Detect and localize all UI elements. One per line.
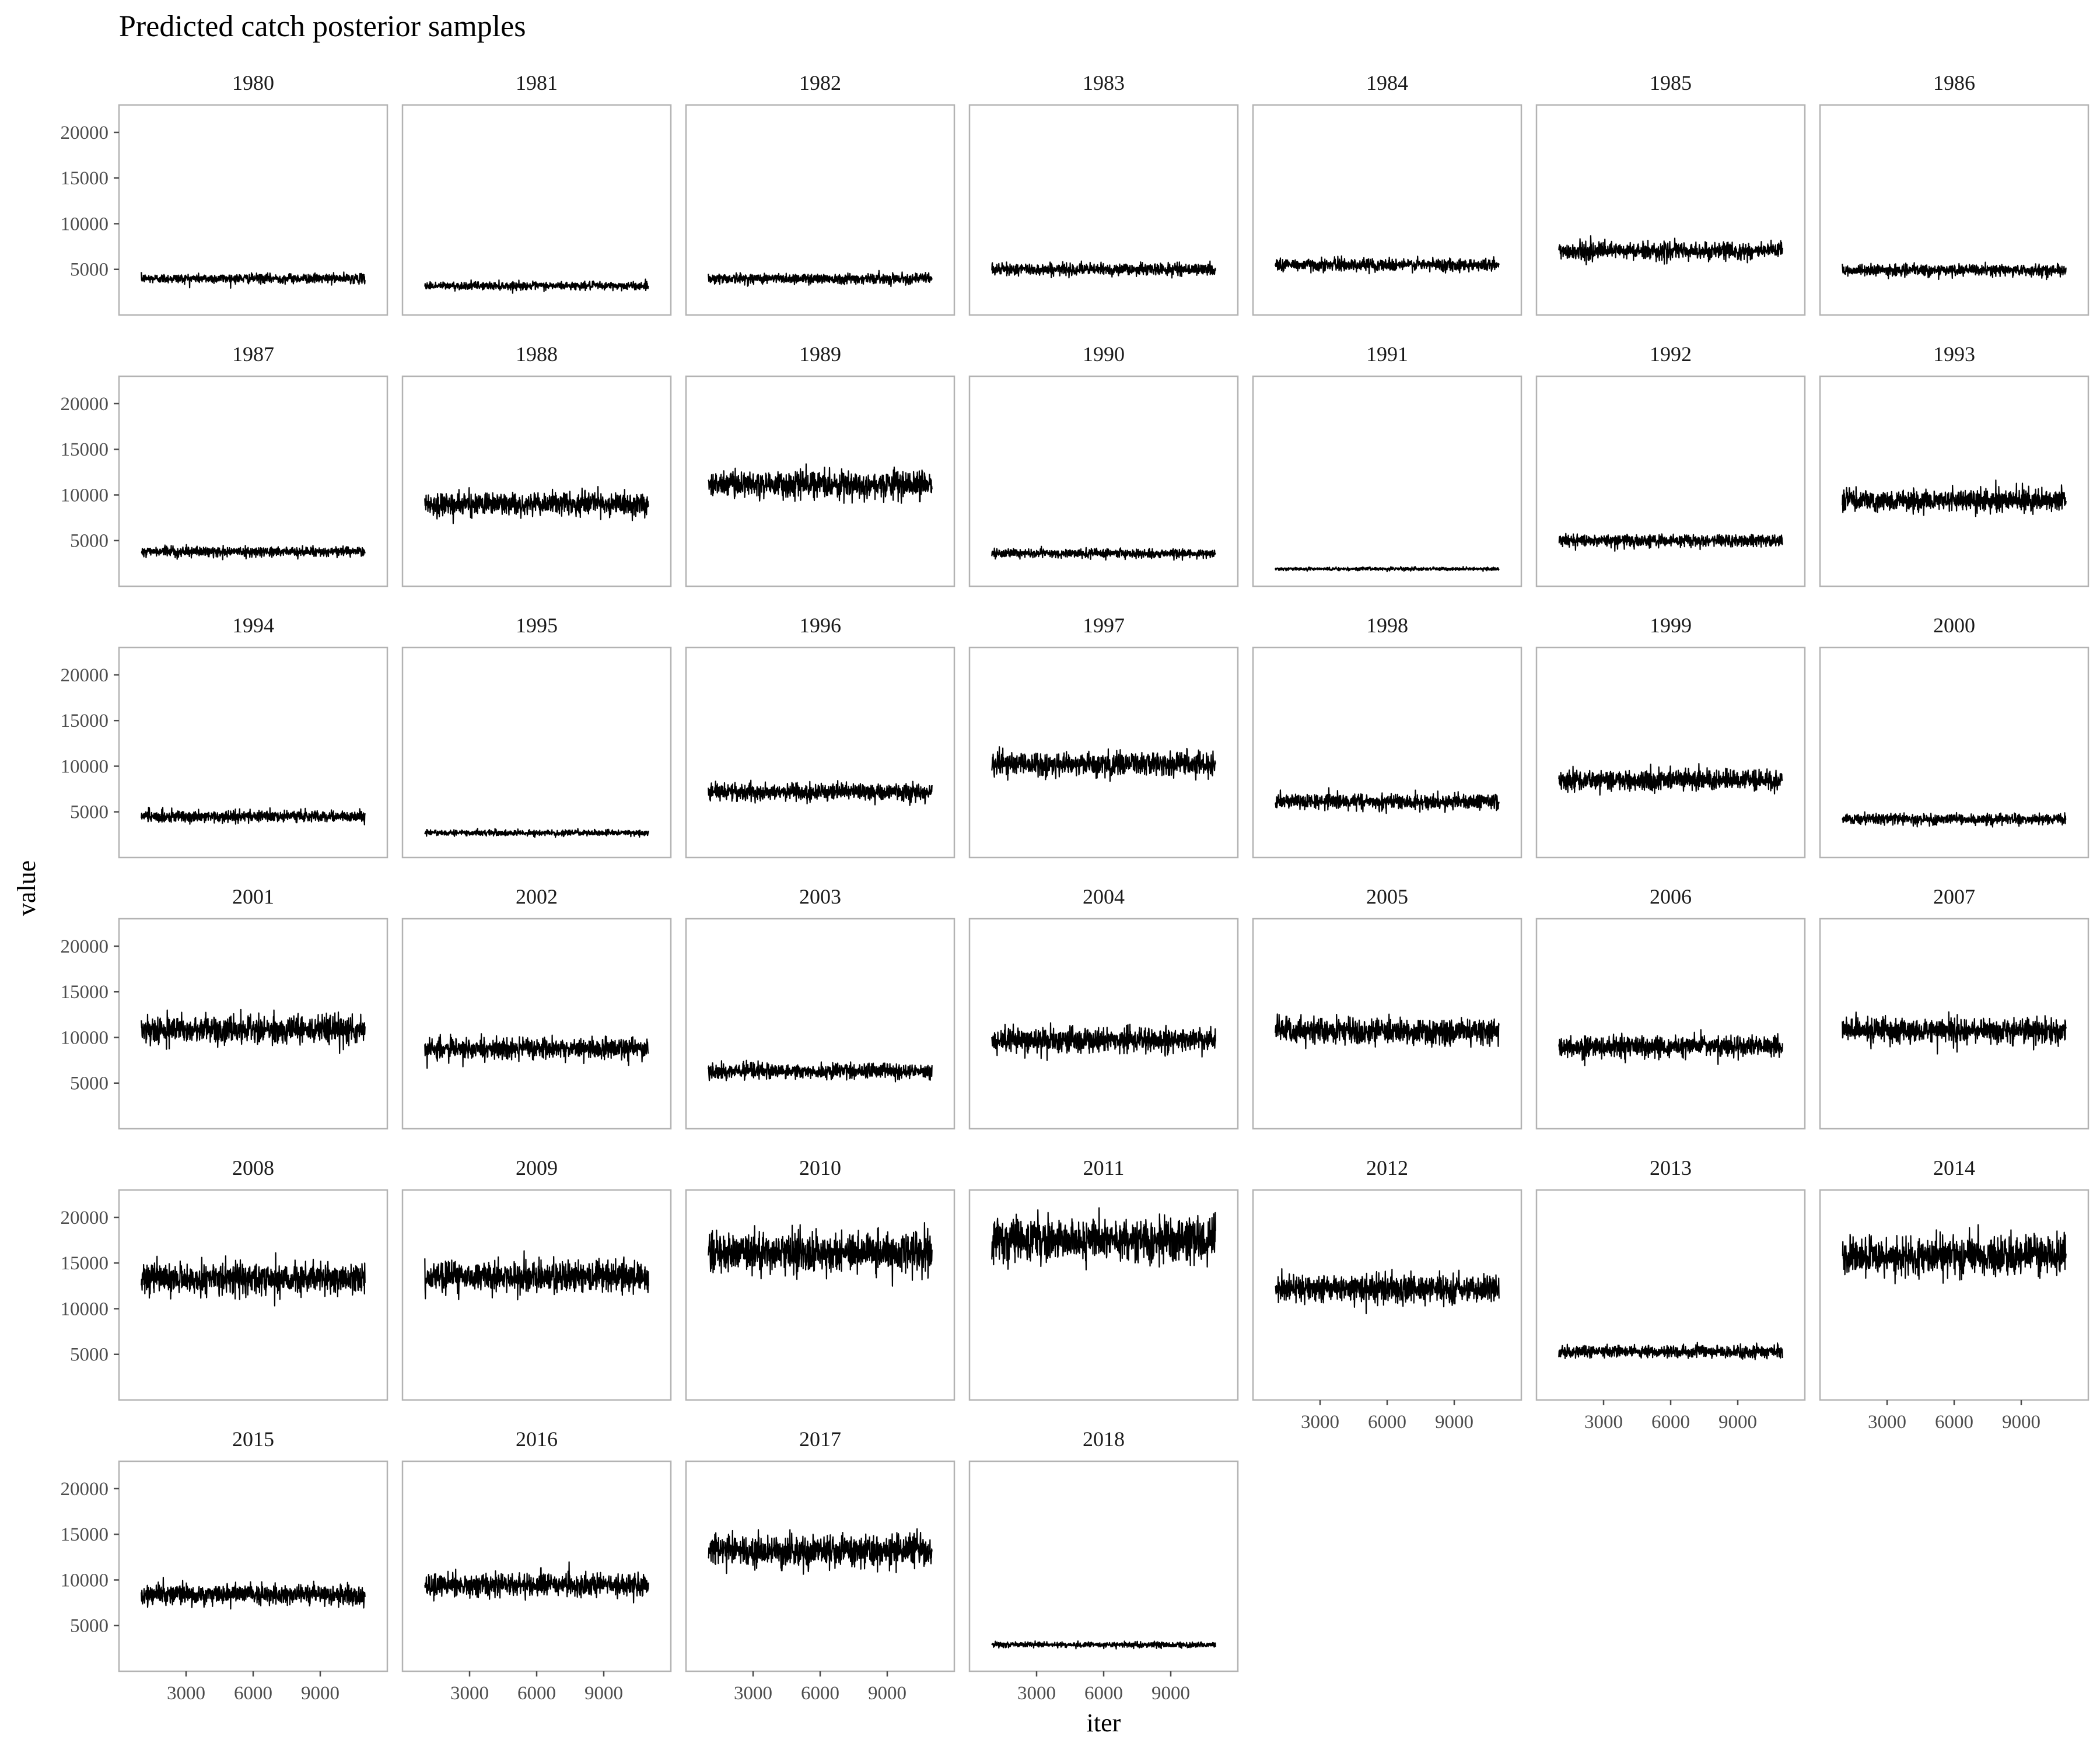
panel-frame	[1536, 105, 1805, 315]
y-tick-label: 5000	[70, 1344, 108, 1366]
panel-label: 1985	[1650, 71, 1692, 94]
trace-line-1990	[992, 547, 1215, 561]
panel-1994	[61, 614, 388, 858]
panel-2013	[1536, 1156, 1805, 1433]
panel-label: 2006	[1650, 885, 1692, 908]
panel-label: 1992	[1650, 342, 1692, 366]
panel-1985	[1536, 71, 1805, 315]
trace-line-1991	[1275, 566, 1499, 572]
x-tick-label: 6000	[1084, 1683, 1123, 1704]
panel-1999	[1536, 614, 1805, 858]
panel-2003	[686, 885, 954, 1129]
y-tick-label: 20000	[60, 936, 108, 957]
panel-2008	[61, 1156, 388, 1400]
panel-label: 1980	[232, 71, 274, 94]
panel-label: 1998	[1366, 614, 1408, 637]
panel-label: 1994	[232, 614, 274, 637]
trace-line-2006	[1559, 1030, 1782, 1065]
panel-label: 1987	[232, 342, 274, 366]
panel-frame	[1253, 376, 1521, 586]
panel-frame	[1536, 648, 1805, 858]
panel-label: 1982	[799, 71, 841, 94]
panel-frame	[119, 1190, 387, 1400]
x-tick-label: 3000	[167, 1683, 205, 1704]
panel-label: 2001	[232, 885, 274, 908]
trace-line-2002	[425, 1034, 648, 1068]
y-axis-title: value	[12, 860, 41, 916]
y-tick-label: 10000	[60, 1298, 108, 1320]
trace-line-1998	[1275, 788, 1499, 814]
trace-line-2014	[1842, 1225, 2066, 1284]
panel-2014	[1820, 1156, 2088, 1433]
x-tick-label: 6000	[1368, 1412, 1406, 1433]
panel-label: 2015	[232, 1427, 274, 1451]
panel-1987	[61, 342, 388, 586]
panel-label: 2007	[1933, 885, 1975, 908]
panel-2010	[686, 1156, 954, 1400]
y-tick-label: 20000	[60, 1478, 108, 1500]
y-tick-label: 15000	[60, 710, 108, 732]
panel-label: 1989	[799, 342, 841, 366]
panel-label: 1993	[1933, 342, 1975, 366]
x-tick-label: 9000	[1152, 1683, 1190, 1704]
y-tick-label: 20000	[60, 393, 108, 415]
y-tick-label: 5000	[70, 530, 108, 552]
panel-label: 1991	[1366, 342, 1408, 366]
panel-frame	[970, 648, 1238, 858]
x-tick-label: 3000	[1868, 1412, 1906, 1433]
y-tick-label: 15000	[60, 982, 108, 1003]
y-tick-label: 15000	[60, 1253, 108, 1275]
x-tick-label: 9000	[2002, 1412, 2041, 1433]
panel-frame	[1253, 648, 1521, 858]
panel-2011	[970, 1156, 1238, 1400]
y-tick-label: 20000	[60, 664, 108, 686]
trace-line-2009	[425, 1251, 648, 1300]
panel-label: 1981	[516, 71, 558, 94]
panel-frame	[970, 1461, 1238, 1671]
trace-line-1997	[992, 747, 1215, 781]
panel-frame	[686, 648, 954, 858]
trace-line-1989	[708, 464, 932, 503]
panel-label: 2003	[799, 885, 841, 908]
panel-2015	[61, 1427, 388, 1704]
trace-line-2000	[1842, 812, 2066, 827]
panel-1998	[1253, 614, 1521, 858]
panel-1991	[1253, 342, 1521, 586]
x-tick-label: 3000	[1584, 1412, 1623, 1433]
panel-frame	[1820, 376, 2088, 586]
y-tick-label: 20000	[60, 122, 108, 144]
x-tick-label: 9000	[1718, 1412, 1757, 1433]
panel-label: 1990	[1083, 342, 1125, 366]
x-tick-label: 3000	[1017, 1683, 1056, 1704]
panel-2016	[402, 1427, 671, 1704]
panel-2009	[402, 1156, 671, 1400]
panel-label: 2018	[1083, 1427, 1125, 1451]
trace-line-1988	[425, 487, 648, 523]
panel-frame	[1820, 648, 2088, 858]
panel-frame	[119, 648, 387, 858]
trace-line-2007	[1842, 1012, 2066, 1054]
panel-1990	[970, 342, 1238, 586]
y-tick-label: 5000	[70, 1615, 108, 1637]
panel-frame	[119, 105, 387, 315]
y-tick-label: 15000	[60, 1524, 108, 1546]
trace-line-2015	[141, 1577, 365, 1609]
panel-frame	[402, 1461, 671, 1671]
trace-line-2017	[708, 1529, 932, 1574]
panel-label: 1988	[516, 342, 558, 366]
trace-line-2004	[992, 1023, 1215, 1060]
y-tick-label: 10000	[60, 214, 108, 235]
panel-1988	[402, 342, 671, 586]
panel-1984	[1253, 71, 1521, 315]
trace-line-1987	[141, 545, 365, 560]
y-tick-label: 10000	[60, 756, 108, 778]
panel-label: 2009	[516, 1156, 558, 1180]
trace-line-2008	[141, 1253, 365, 1306]
panel-2012	[1253, 1156, 1521, 1433]
x-tick-label: 6000	[1651, 1412, 1690, 1433]
panel-label: 1996	[799, 614, 841, 637]
trace-line-2003	[708, 1060, 932, 1082]
panel-frame	[970, 105, 1238, 315]
panel-label: 2010	[799, 1156, 841, 1180]
panel-2005	[1253, 885, 1521, 1129]
trace-line-2018	[992, 1641, 1215, 1649]
panel-1982	[686, 71, 954, 315]
panel-label: 2000	[1933, 614, 1975, 637]
x-tick-label: 9000	[584, 1683, 623, 1704]
y-tick-label: 20000	[60, 1207, 108, 1228]
panel-frame	[402, 376, 671, 586]
panel-1995	[402, 614, 671, 858]
trace-line-1982	[708, 271, 932, 286]
panel-frame	[1536, 376, 1805, 586]
panel-1981	[402, 71, 671, 315]
panel-1983	[970, 71, 1238, 315]
trace-line-1985	[1559, 236, 1782, 264]
panel-label: 1984	[1366, 71, 1408, 94]
panel-1997	[970, 614, 1238, 858]
x-tick-label: 6000	[234, 1683, 272, 1704]
panel-frame	[686, 919, 954, 1129]
chart-title: Predicted catch posterior samples	[119, 10, 526, 43]
panel-label: 2012	[1366, 1156, 1408, 1180]
panel-frame	[402, 919, 671, 1129]
y-tick-label: 15000	[60, 168, 108, 190]
y-tick-label: 10000	[60, 1027, 108, 1049]
trace-line-1993	[1842, 480, 2066, 516]
trace-line-1999	[1559, 764, 1782, 795]
y-tick-label: 15000	[60, 439, 108, 461]
y-tick-label: 10000	[60, 1570, 108, 1591]
trace-line-1995	[425, 828, 648, 837]
panel-2001	[61, 885, 388, 1129]
panel-label: 2017	[799, 1427, 841, 1451]
panel-frame	[1536, 1190, 1805, 1400]
trace-line-2013	[1559, 1342, 1782, 1359]
panel-frame	[402, 1190, 671, 1400]
panel-frame	[686, 105, 954, 315]
panel-frame	[1253, 105, 1521, 315]
panel-label: 2002	[516, 885, 558, 908]
panel-label: 1999	[1650, 614, 1692, 637]
trace-line-1996	[708, 780, 932, 806]
x-tick-label: 6000	[1935, 1412, 1973, 1433]
panel-2004	[970, 885, 1238, 1129]
panel-frame	[1536, 919, 1805, 1129]
panel-2006	[1536, 885, 1805, 1129]
trace-line-1981	[425, 279, 648, 293]
panel-2000	[1820, 614, 2088, 858]
x-tick-label: 3000	[1301, 1412, 1339, 1433]
x-tick-label: 9000	[1435, 1412, 1474, 1433]
panel-frame	[970, 919, 1238, 1129]
y-tick-label: 5000	[70, 802, 108, 823]
panel-2018	[970, 1427, 1238, 1704]
y-tick-label: 10000	[60, 485, 108, 506]
trace-line-2001	[141, 1010, 365, 1054]
trace-line-2010	[708, 1223, 932, 1286]
panel-label: 2005	[1366, 885, 1408, 908]
trace-line-1986	[1842, 262, 2066, 280]
panel-frame	[402, 648, 671, 858]
panel-1993	[1820, 342, 2088, 586]
trace-line-2016	[425, 1562, 648, 1603]
panel-frame	[686, 1190, 954, 1400]
trace-line-2005	[1275, 1014, 1499, 1048]
panel-label: 2013	[1650, 1156, 1692, 1180]
panel-label: 2014	[1933, 1156, 1975, 1180]
trace-line-1983	[992, 261, 1215, 278]
panel-1992	[1536, 342, 1805, 586]
panel-label: 1986	[1933, 71, 1975, 94]
x-tick-label: 3000	[450, 1683, 489, 1704]
panel-1996	[686, 614, 954, 858]
x-tick-label: 6000	[517, 1683, 556, 1704]
panel-2007	[1820, 885, 2088, 1129]
y-tick-label: 5000	[70, 1073, 108, 1094]
panel-label: 1995	[516, 614, 558, 637]
panel-frame	[119, 1461, 387, 1671]
panel-2017	[686, 1427, 954, 1704]
x-tick-label: 6000	[801, 1683, 839, 1704]
panel-label: 1997	[1083, 614, 1125, 637]
panel-label: 2004	[1083, 885, 1125, 908]
x-axis-title: iter	[1086, 1709, 1121, 1737]
panel-label: 2011	[1083, 1156, 1125, 1180]
panel-1980	[61, 71, 388, 315]
panel-2002	[402, 885, 671, 1129]
panel-frame	[1820, 105, 2088, 315]
panel-label: 1983	[1083, 71, 1125, 94]
panel-frame	[1820, 1190, 2088, 1400]
x-tick-label: 9000	[301, 1683, 340, 1704]
panel-label: 2008	[232, 1156, 274, 1180]
trace-line-1980	[141, 272, 365, 288]
panel-label: 2016	[516, 1427, 558, 1451]
panel-1986	[1820, 71, 2088, 315]
trace-line-1992	[1559, 534, 1782, 551]
y-tick-label: 5000	[70, 259, 108, 281]
trace-line-1984	[1275, 256, 1499, 274]
x-tick-label: 9000	[868, 1683, 907, 1704]
trace-line-2011	[992, 1208, 1215, 1270]
x-tick-label: 3000	[734, 1683, 772, 1704]
trace-line-2012	[1275, 1269, 1499, 1314]
panel-1989	[686, 342, 954, 586]
trace-line-1994	[141, 807, 365, 825]
